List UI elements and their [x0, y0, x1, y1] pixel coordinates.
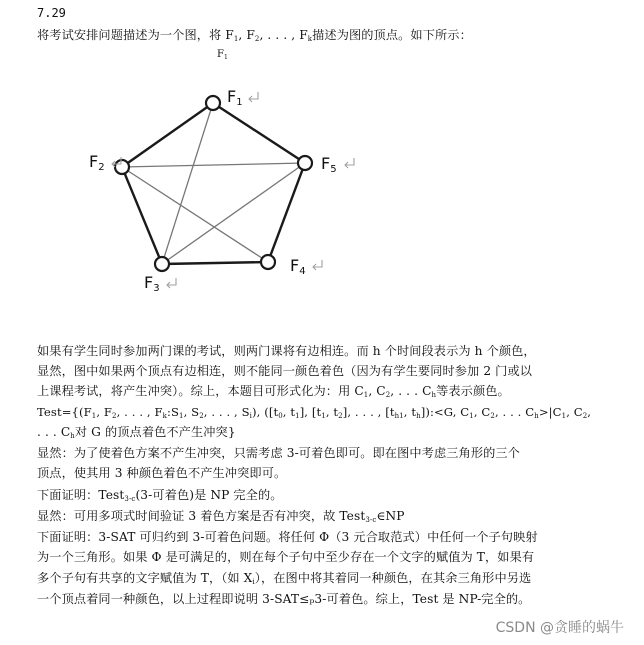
vertex-f3: [155, 257, 169, 271]
reduction-line-1: 下面证明：3-SAT 可归约到 3-可着色问题。将任何 Φ（3 元合取范式）中任何一个子句映射: [37, 530, 538, 544]
return-mark-icon: [249, 92, 258, 102]
edge-f3-f4: [162, 262, 268, 264]
proof-statement-line: 下面证明：Test$_{3-c}$(3-可着色)是 NP 完全的。: [37, 488, 283, 503]
vertex-f2: [115, 160, 129, 174]
vertex-f4: [261, 255, 275, 269]
observation-line-2: 顶点，使其用 3 种颜色着色不产生冲突即可。: [37, 466, 287, 480]
paragraph-1-line-2: 显然，图中如果两个顶点有边相连，则不能同一颜色着色（因为有学生要同时参加 2 门或以: [37, 364, 533, 378]
test-definition-line-1: $Test=\{(F_1$, $F_2$, . . . , $F_k:S_1$, $S_2$, . . . , $S_i$), ([$t_0$, $t_1$], [$t_1$, $t_2$], . . . , [$t_{h1}$, $t_h]):<G$, $C_1$, $C_2$, . . . $C_h>|C_1$, $C_2$,: [37, 405, 592, 420]
vertex-label-f2: F2: [89, 152, 105, 173]
vertex-label-f4: F4: [290, 256, 306, 277]
vertex-label-f1: F1: [227, 87, 243, 108]
vertex-f5: [298, 156, 312, 170]
edge-f2-f5: [122, 163, 305, 167]
return-mark-icon: [313, 260, 322, 270]
return-mark-icon: [345, 158, 354, 168]
problem-number: 7.29: [37, 6, 66, 20]
vertex-label-f5: F5: [321, 154, 337, 175]
edge-f1-f2: [122, 103, 213, 167]
edge-f4-f5: [268, 163, 305, 262]
vertex-label-f3: F3: [144, 273, 160, 294]
paragraph-1-line-1: 如果有学生同时参加两门课的考试，则两门课将有边相连。而 h 个时间段表示为 h 个颜色，: [37, 344, 536, 358]
graph-caption-label: $F_1$: [217, 49, 228, 61]
edge-f1-f3: [162, 103, 213, 264]
edge-f3-f5: [162, 163, 305, 264]
edge-f2-f4: [122, 167, 268, 262]
paragraph-1-line-3: 上课程考试，将产生冲突）。综上，本题目可形式化为：用 $C_1$, $C_2$, . . . $C_h$等表示颜色。: [37, 384, 510, 399]
reduction-line-4: 一个顶点着同一种颜色，以上过程即说明 3-SAT≤ₚ3-可着色。综上，Test 是 NP-完全的。: [37, 592, 531, 606]
csdn-watermark: CSDN @贪睡的蜗牛: [495, 620, 624, 636]
edge-f2-f3: [122, 167, 162, 264]
reduction-line-2: 为一个三角形。如果 Φ 是可满足的，则在每个子句中至少存在一个文字的赋值为 T，如果有: [37, 550, 535, 564]
vertex-f1: [206, 96, 220, 110]
observation-line-1: 显然：为了使着色方案不产生冲突，只需考虑 3-可着色即可。即在图中考虑三角形的三个: [37, 446, 520, 460]
return-mark-icon: [167, 278, 176, 288]
edge-f1-f5: [213, 103, 305, 163]
intro-line: 将考试安排问题描述为一个图，将 $F_1$, $F_2$, . . . , $F_k$描述为图的顶点。如下所示：: [37, 28, 472, 43]
conflict-graph: [0, 0, 644, 300]
np-membership-line: 显然：可用多项式时间验证 3 着色方案是否有冲突，故 Test$_{3-c}$∈NP: [37, 509, 405, 524]
test-definition-line-2: . . . $C_h$对 G 的顶点着色不产生冲突}: [37, 425, 236, 440]
reduction-line-3: 多个子句有共享的文字赋值为 T，（如 $X_i$），在图中将其着同一种颜色，在其余三角形中另选: [37, 571, 532, 586]
